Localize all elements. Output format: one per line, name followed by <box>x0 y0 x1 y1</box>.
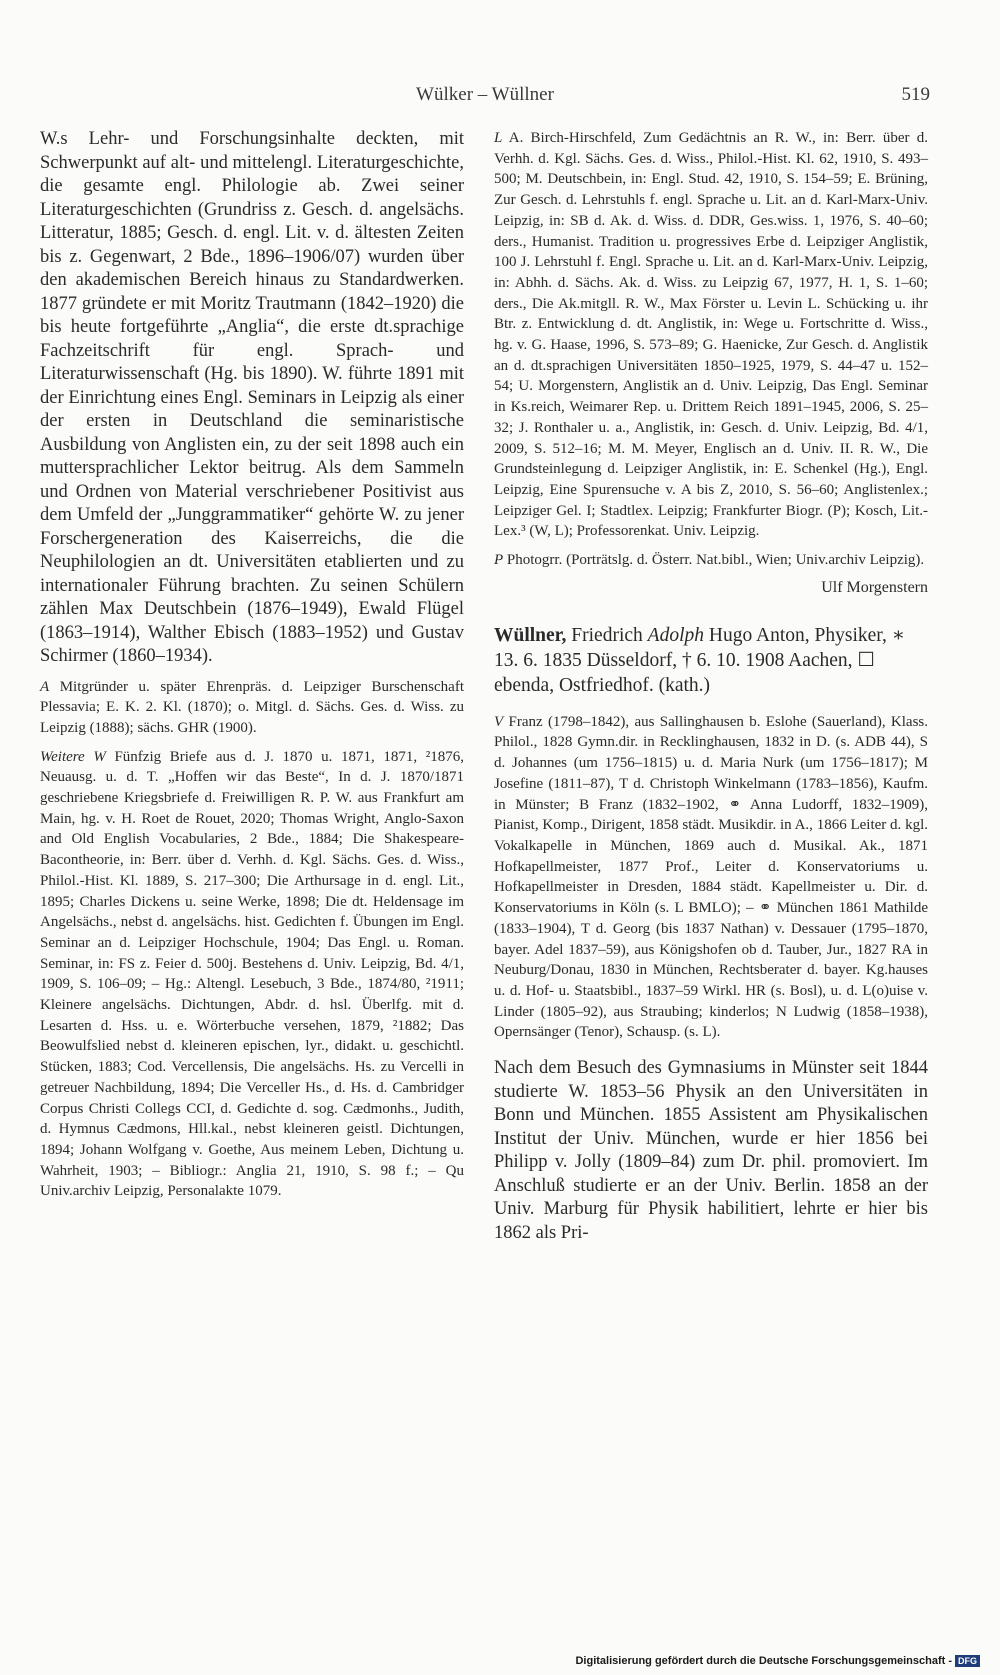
right-body-paragraph: Nach dem Besuch des Gymnasiums in Münster seit 1844 studierte W. 1853–56 Physik an den Universitäten in Bonn und München. 1855 Assistent am Physikalischen Institut der Univ. München, wurde er hier 1856 bei Philipp v. Jolly (1809–84) zum Dr. phil. promoviert. Im Anschluß studierte er an der Univ. Berlin. 1858 an der Univ. Marburg für Physik habilitiert, lehrte er hier bis 1862 als Pri- <box>494 1058 928 1243</box>
footer <box>575 1655 980 1667</box>
literature-paragraph <box>494 128 928 542</box>
entry-heading <box>494 623 928 698</box>
literature-text: A. Birch-Hirschfeld, Zum Gedächtnis an R. W., in: Berr. über d. Verhh. d. Kgl. Sächs. Ges. d. Wiss., Philol.-Hist. Kl. 62, 1910, S. 493–500; M. Deutschbein, in: Engl. Stud. 42, 1910, S. 154–59; E. Brüning, Zur Gesch. d. Lehrstuhls f. engl. Sprache u. Lit. an d. Karl-Marx-Univ. Leipzig, in: SB d. Ak. d. Wiss. d. DDR, Ges.wiss. 1, 1976, S. 40–60; ders., Humanist. Tradition u. progressives Erbe d. Leipziger Anglistik, 100 J. Lehrstuhl f. Engl. Sprache u. Lit. an d. Karl-Marx-Univ. Leipzig, in: Abhh. d. Sächs. Ak. d. Wiss. zu Leipzig 67, 1977, H. 1, S. 1–60; ders., Die Ak.mitgll. R. W., Max Förster u. Levin L. Schücking u. ihr Btr. z. Entwicklung d. dt. Anglistik, in: Wege u. Fortschritte d. Wiss., hg. v. G. Haase, 1996, S. 573–89; G. Haenicke, Zur Gesch. d. Anglistik an d. dt.sprachigen Universitäten 1850–1925, 1979, S. 44–47 u. 152–54; U. Morgenstern, Anglistik an d. Univ. Leipzig, Das Engl. Seminar in Ks.reich, Weimarer Rep. u. Drittem Reich 1891–1945, 2006, S. 25–32; J. Ronthaler u. a., Anglistik, in: Gesch. d. Univ. Leipzig, Bd. 4/1, 2009, S. 512–16; M. M. Meyer, Englisch an d. Univ. II. R. W., Die Grundsteinlegung d. Leipziger Anglistik, in: E. Schenkel (Hg.), Engl. Leipzig, Eine Spurensuche v. A bis Z, 2010, S. 56–60; Anglistenlex.; Leipziger Gel. I; Stadtlex. Leipzig; Frankfurter Biogr. (P); Kosch, Lit.-Lex.³ (W, L); Professorenkat. Univ. Leipzig. <box>494 130 928 540</box>
entry-surname: Wüllner, <box>494 624 567 646</box>
entry-rest: Hugo Anton, Physiker, ∗ 13. 6. 1835 Düsseldorf, † 6. 10. 1908 Aachen, ☐ ebenda, Ostfriedhof. (kath.) <box>494 624 905 696</box>
genealogy-label: V <box>494 713 504 730</box>
literature-label: L <box>494 130 503 146</box>
author-signature: Ulf Morgenstern <box>821 578 928 596</box>
portraits-label: P <box>494 552 504 569</box>
works-paragraph <box>40 747 464 1202</box>
footer-text: Digitalisierung gefördert durch die Deutsche Forschungsgemeinschaft - <box>575 1654 952 1667</box>
entry-given: Friedrich <box>571 624 643 646</box>
honors-label: A <box>40 678 50 695</box>
right-column <box>494 128 928 1245</box>
left-column <box>40 128 464 1202</box>
works-text: Fünfzig Briefe aus d. J. 1870 u. 1871, 1871, ²1876, Neuausg. u. d. T. „Hoffen wir das Beste“, In d. J. 1870/1871 geschriebene Kriegsbriefe d. Freiwilligen R. P. W. aus Frankfurt am Main, hg. v. H. Roet de Rouet, 2020; Thomas Wright, Anglo-Saxon and Old English Vocabularies, 2 Bde., 1884; Die Shakespeare-Bacontheorie, in: Berr. über d. Verhh. d. Kgl. Sächs. Ges. d. Wiss., Philol.-Hist. Kl. 1889, S. 217–300; Die Arthursage in d. engl. Lit., 1895; Charles Dickens u. seine Werke, 1898; Die dt. Heldensage im Angelsächs., nebst d. angelsächs. hist. Gedichten f. Übungen im Engl. Seminar an d. Leipziger Hochschule, 1904; Das Engl. u. Roman. Seminar, in: FS z. Feier d. 500j. Bestehens d. Univ. Leipzig, Bd. 4/1, 1909, S. 106–09; – Hg.: Altengl. Lesebuch, 3 Bde., 1874/80, ²1911; Kleinere angelsächs. Dichtungen, Abdr. d. hsl. Überlfg. mit d. Lesarten d. Hss. u. e. Wörterbuche versehen, 1879, ²1882; Das Beowulfslied nebst d. kleineren epischen, lyr., didakt. u. geschichtl. Stücken, 1883; Cod. Vercellensis, Die angelsächs. Hs. zu Vercelli in getreuer Nachbildung, 1894; Die Verceller Hs., d. Hs. d. Cambridger Corpus Christi Collegs CCI, d. Gedichte d. sog. Cædmonhs., Judith, d. Hymnus Cædmons, Hll.kal., nebst kleineren geistl. Dichtungen, 1894; Johann Wolfgang v. Goethe, Aus meinem Leben, Dichtung u. Wahrheit, 1903; – Bibliogr.: Anglia 21, 1910, S. 98 f.; – Qu Univ.archiv Leipzig, Personalakte 1079. <box>40 748 464 1200</box>
portraits-text: Photogrr. (Porträtslg. d. Österr. Nat.bibl., Wien; Univ.archiv Leipzig). <box>506 552 925 569</box>
honors-text: Mitgründer u. später Ehrenpräs. d. Leipziger Burschenschaft Plessavia; E. K. 2. Kl. (1870); o. Mitgl. d. Sächs. Ges. d. Wiss. zu Leipzig (1888); sächs. GHR (1900). <box>40 678 464 736</box>
page-number: 519 <box>901 84 930 105</box>
genealogy-paragraph <box>494 712 928 1043</box>
running-head: Wülker – Wüllner <box>416 84 554 105</box>
genealogy-text: Franz (1798–1842), aus Sallinghausen b. Eslohe (Sauerland), Klass. Philol., 1828 Gymn.dir. in Recklinghausen, 1832 in D. (s. ADB 44), S d. Johannes (um 1756–1815) u. d. Maria Nurk (um 1756–1817); M Josefine (1811–87), T d. Christoph Winkelmann (1783–1856), Kaufm. in Münster; B Franz (1832–1902, ⚭ Anna Ludorff, 1832–1909), Pianist, Komp., Dirigent, 1858 städt. Musikdir. in A., 1866 Leiter d. kgl. Vokalkapelle in München, 1869 auch d. Musikal. Ak., 1871 Hofkapellmeister, 1877 Prof., Leiter d. Konservatoriums u. Hofkapellmeister in Dresden, 1884 städt. Kapellmeister u. Dir. d. Konservatoriums in Köln (s. L BMLO); – ⚭ München 1861 Mathilde (1833–1904), T d. Georg (bis 1837 Nathan) v. Dessauer (1795–1870, bayer. Adel 1837–59), aus Königshofen ob d. Tauber, Jur., 1827 RA in Neuburg/Donau, 1830 in München, Rechtsberater d. bayer. Kg.hauses u. d. Hof- u. Staatsbibl., 1837–59 Wirkl. HR (s. Bosl), u. d. L(o)uise v. Linder (1805–92), aus Straubing; kinderlos; N Ludwig (1858–1938), Opernsänger (Tenor), Schausp. (s. L). <box>494 713 929 1041</box>
honors-paragraph <box>40 677 464 739</box>
dfg-logo: DFG <box>955 1655 980 1667</box>
portraits-paragraph <box>494 550 928 571</box>
page-header <box>40 84 930 114</box>
entry-callname: Adolph <box>647 624 704 646</box>
works-label: Weitere W <box>40 748 106 765</box>
left-body-paragraph: W.s Lehr- und Forschungsinhalte deckten, mit Schwerpunkt auf alt- und mittelengl. Literaturgeschichte, die gesamte engl. Philologie ab. Zwei seiner Literaturgeschichten (Grundriss z. Gesch. d. angelsächs. Litteratur, 1885; Gesch. d. engl. Lit. v. d. ältesten Zeiten bis z. Gegenwart, 2 Bde., 1896–1906/07) wurden über den akademischen Bereich hinaus zu Standardwerken. 1877 gründete er mit Moritz Trautmann (1842–1920) die bis heute fortgeführte „Anglia“, die erste dt.sprachige Fachzeitschrift für engl. Sprach- und Literaturwissenschaft (Hg. bis 1890). W. führte 1891 mit der Einrichtung eines Engl. Seminars in Leipzig als einer der ersten in Deutschland die seminaristische Ausbildung von Anglisten ein, zu der seit 1898 auch ein muttersprachlicher Lektor beitrug. Als dem Sammeln und Ordnen von Material verschriebener Positivist aus dem Umfeld der „Junggrammatiker“ gehörte W. zu jener Forschergeneration des Kaiserreichs, die die Neuphilologien an dt. Universitäten etablierten und zu internationaler Führung brachten. Zu seinen Schülern zählen Max Deutschbein (1876–1949), Ewald Flügel (1863–1914), Walther Ebisch (1883–1952) und Gustav Schirmer (1860–1934). <box>40 129 464 666</box>
